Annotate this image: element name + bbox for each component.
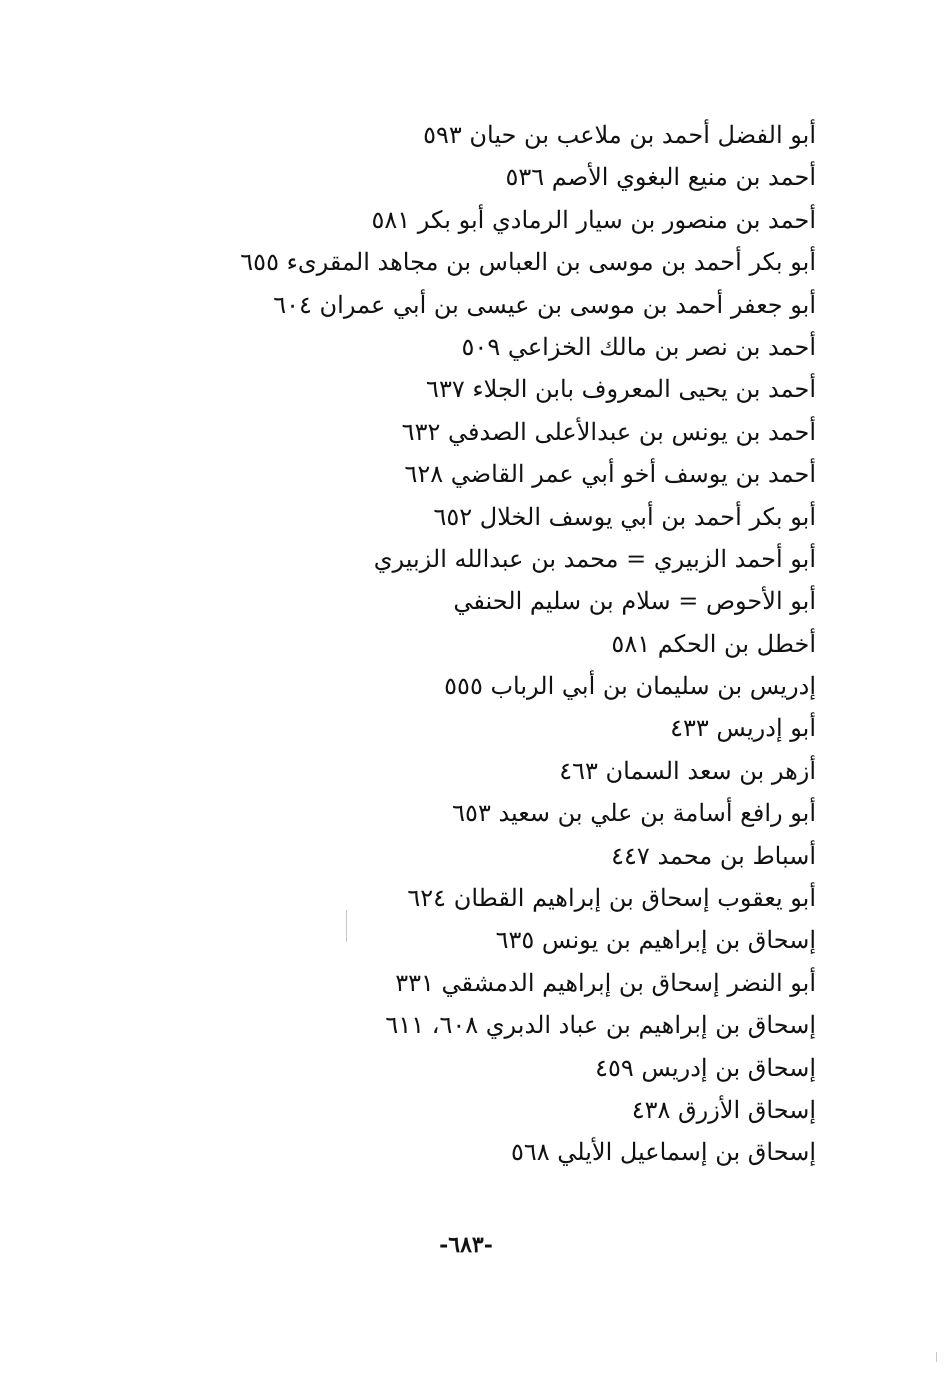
index-entry: أخطل بن الحكم ٥٨١ bbox=[611, 629, 816, 658]
index-entry: أحمد بن يوسف أخو أبي عمر القاضي ٦٢٨ bbox=[404, 460, 816, 489]
index-entry: أحمد بن منيع البغوي الأصم ٥٣٦ bbox=[505, 163, 816, 192]
scan-artifact bbox=[346, 910, 347, 942]
index-entry: إسحاق الأزرق ٤٣٨ bbox=[631, 1095, 816, 1124]
index-entry: أسباط بن محمد ٤٤٧ bbox=[611, 841, 816, 870]
index-entry: أزهر بن سعد السمان ٤٦٣ bbox=[559, 756, 816, 785]
scan-artifact bbox=[936, 1352, 937, 1362]
index-entry: أبو الفضل أحمد بن ملاعب بن حيان ٥٩٣ bbox=[423, 121, 816, 149]
page-number: -٦٨٣- bbox=[439, 1232, 493, 1258]
index-entry: أبو بكر أحمد بن موسى بن العباس بن مجاهد المقرىء ٦٥٥ bbox=[240, 248, 816, 277]
index-entry-list bbox=[240, 114, 816, 1174]
index-entry: إسحاق بن إسماعيل الأيلي ٥٦٨ bbox=[510, 1138, 816, 1167]
index-entry: أبو الأحوص = سلام بن سليم الحنفي bbox=[453, 587, 816, 616]
index-entry: أحمد بن نصر بن مالك الخزاعي ٥٠٩ bbox=[461, 332, 816, 361]
index-entry: أبو النضر إسحاق بن إبراهيم الدمشقي ٣٣١ bbox=[395, 968, 816, 997]
index-entry: إسحاق بن إبراهيم بن يونس ٦٣٥ bbox=[495, 926, 816, 955]
index-entry: أحمد بن منصور بن سيار الرمادي أبو بكر ٥٨١ bbox=[371, 205, 816, 234]
index-entry: أبو بكر أحمد بن أبي يوسف الخلال ٦٥٢ bbox=[433, 502, 816, 531]
index-entry: أبو أحمد الزبيري = محمد بن عبدالله الزبيري bbox=[373, 544, 816, 573]
index-entry: أحمد بن يونس بن عبدالأعلى الصدفي ٦٣٢ bbox=[401, 417, 816, 446]
index-entry: أبو إدريس ٤٣٣ bbox=[670, 714, 816, 743]
index-entry: أبو جعفر أحمد بن موسى بن عيسى بن أبي عمران ٦٠٤ bbox=[273, 290, 816, 319]
index-entry: إدريس بن سليمان بن أبي الرباب ٥٥٥ bbox=[444, 672, 816, 701]
index-entry: إسحاق بن إدريس ٤٥٩ bbox=[595, 1053, 816, 1082]
index-entry: إسحاق بن إبراهيم بن عباد الدبري ٦٠٨، ٦١١ bbox=[385, 1011, 816, 1040]
index-entry: أبو رافع أسامة بن علي بن سعيد ٦٥٣ bbox=[452, 799, 816, 828]
index-entry: أحمد بن يحيى المعروف بابن الجلاء ٦٣٧ bbox=[426, 375, 816, 404]
index-entry: أبو يعقوب إسحاق بن إبراهيم القطان ٦٢٤ bbox=[407, 884, 816, 913]
